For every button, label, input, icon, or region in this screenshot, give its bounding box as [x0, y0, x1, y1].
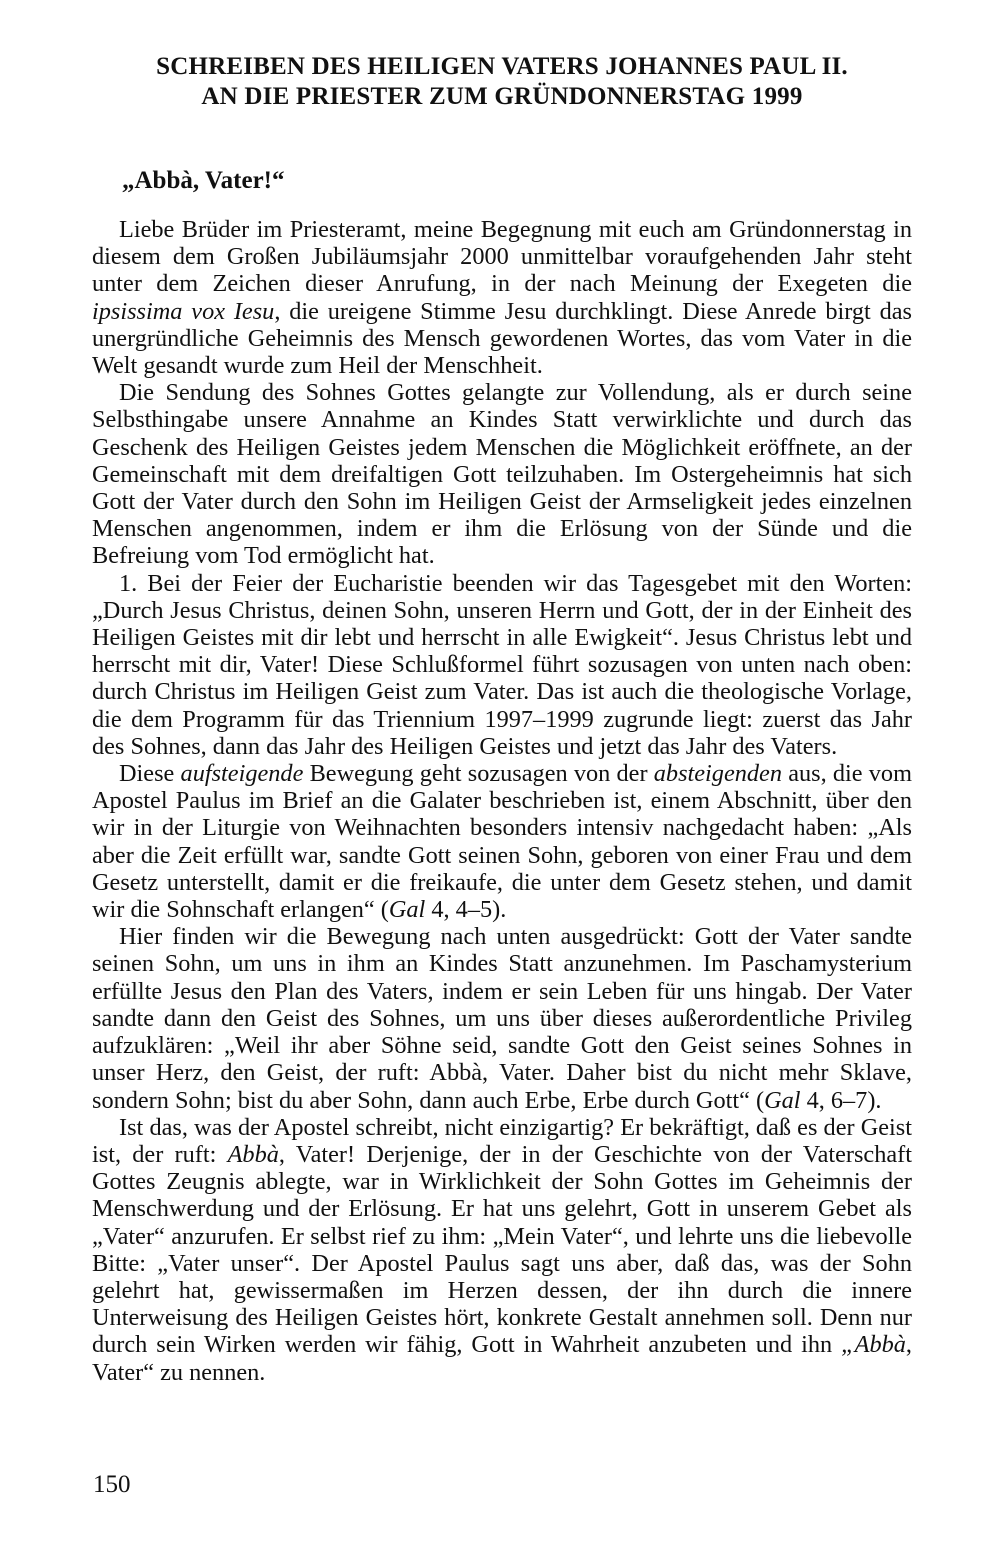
- body-paragraph: Diese aufsteigende Bewegung geht sozusagen von der absteigenden aus, die vom Apostel Paulus im Brief an die Galater beschrieben ist, einem Abschnitt, über den wir in der Liturgie von Weihnachten besonders intensiv nachgedacht haben: „Als aber die Zeit erfüllt war, sandte Gott seinen Sohn, geboren von einer Frau und dem Gesetz unterstellt, damit er die freikaufe, die unter dem Gesetz stehen, und damit wir die Sohnschaft erlangen“ (Gal 4, 4–5).: [92, 760, 912, 924]
- document-title-line-2: AN DIE PRIESTER ZUM GRÜNDONNERSTAG 1999: [201, 83, 803, 110]
- body-text: [92, 216, 912, 1386]
- page-number: 150: [93, 1471, 131, 1498]
- section-subheading: „Abbà, Vater!“: [122, 167, 285, 194]
- body-paragraph: Hier finden wir die Bewegung nach unten ausgedrückt: Gott der Vater sandte seinen Sohn, um uns in ihm an Kindes Statt anzunehmen. Im Paschamysterium erfüllte Jesus den Plan des Vaters, indem er sein Leben für uns hingab. Der Vater sandte dann den Geist des Sohnes, um uns über dieses außerordentliche Privileg aufzuklären: „Weil ihr aber Söhne seid, sandte Gott den Geist seines Sohnes in unser Herz, den Geist, der ruft: Abbà, Vater. Daher bist du nicht mehr Sklave, sondern Sohn; bist du aber Sohn, dann auch Erbe, Erbe durch Gott“ (Gal 4, 6–7).: [92, 923, 912, 1114]
- document-title-line-1: SCHREIBEN DES HEILIGEN VATERS JOHANNES PAUL II.: [156, 53, 848, 80]
- document-page: [92, 52, 912, 1386]
- body-paragraph: Die Sendung des Sohnes Gottes gelangte zur Vollendung, als er durch seine Selbsthingabe unsere Annahme an Kindes Statt verwirklichte und durch das Geschenk des Heiligen Geistes jedem Menschen die Möglichkeit eröffnete, an der Gemeinschaft mit dem dreifaltigen Gott teilzuhaben. Im Ostergeheimnis hat sich Gott der Vater durch den Sohn im Heiligen Geist der Armseligkeit jedes einzelnen Menschen angenommen, indem er ihm die Erlösung von der Sünde und die Befreiung vom Tod ermöglicht hat.: [92, 379, 912, 570]
- body-paragraph: Liebe Brüder im Priesteramt, meine Begegnung mit euch am Gründonnerstag in diesem dem Großen Jubiläumsjahr 2000 unmittelbar voraufgehenden Jahr steht unter dem Zeichen dieser Anrufung, in der nach Meinung der Exegeten die ipsissima vox Iesu, die ureigene Stimme Jesu durchklingt. Diese Anrede birgt das unergründliche Geheimnis des Mensch gewordenen Wortes, das vom Vater in die Welt gesandt wurde zum Heil der Menschheit.: [92, 216, 912, 380]
- body-paragraph: 1. Bei der Feier der Eucharistie beenden wir das Tagesgebet mit den Worten: „Durch Jesus Christus, deinen Sohn, unseren Herrn und Gott, der in der Einheit des Heiligen Geistes mit dir lebt und herrscht in alle Ewigkeit“. Jesus Christus lebt und herrscht mit dir, Vater! Diese Schlußformel führt sozusagen von unten nach oben: durch Christus im Heiligen Geist zum Vater. Das ist auch die theologische Vorlage, die dem Programm für das Triennium 1997–1999 zugrunde liegt: zuerst das Jahr des Sohnes, dann das Jahr des Heiligen Geistes und jetzt das Jahr des Vaters.: [92, 569, 912, 760]
- body-paragraph: Ist das, was der Apostel schreibt, nicht einzigartig? Er bekräftigt, daß es der Geist ist, der ruft: Abbà, Vater! Derjenige, der in der Geschichte von der Vaterschaft Gottes Zeugnis ablegte, war in Wirklichkeit der Sohn Gottes im Geheimnis der Menschwerdung und der Erlösung. Er hat uns gelehrt, Gott in unserem Gebet als „Vater“ anzurufen. Er selbst rief zu ihm: „Mein Vater“, und lehrte uns die liebevolle Bitte: „Vater unser“. Der Apostel Paulus sagt uns aber, daß das, was der Sohn gelehrt hat, gewissermaßen im Herzen dessen, der ihn durch die innere Unterweisung des Heiligen Geistes hört, konkrete Gestalt annehmen soll. Denn nur durch sein Wirken werden wir fähig, Gott in Wahrheit anzubeten und ihn „Abbà, Vater“ zu nennen.: [92, 1113, 912, 1386]
